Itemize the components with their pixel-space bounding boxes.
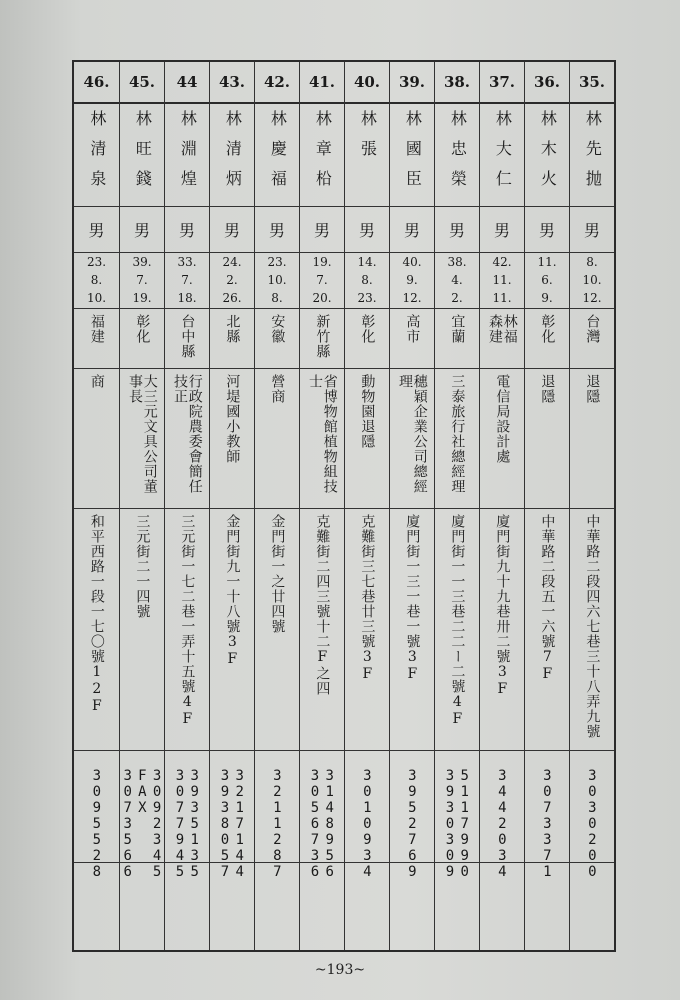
sex-cell bbox=[210, 206, 254, 252]
sex: 男 bbox=[223, 220, 240, 240]
sex: 男 bbox=[448, 220, 465, 240]
sex-cell bbox=[165, 206, 209, 252]
sex-cell bbox=[255, 206, 299, 252]
phone-cell bbox=[210, 768, 254, 880]
phone-cell bbox=[390, 768, 434, 880]
name-cell bbox=[390, 110, 434, 202]
page-number: ~193~ bbox=[314, 962, 366, 978]
birth-year: 23. bbox=[267, 255, 287, 269]
birth-year: 33. bbox=[177, 255, 197, 269]
phone-cell bbox=[74, 768, 119, 880]
birth-year: 23. bbox=[86, 255, 107, 269]
birth-day: 11. bbox=[492, 291, 512, 305]
name-cell bbox=[525, 110, 569, 202]
title-cell bbox=[390, 374, 434, 506]
entry-number: 45. bbox=[128, 73, 156, 91]
sex: 男 bbox=[358, 220, 375, 240]
address: 金門街九一十八號3F bbox=[224, 514, 241, 668]
occupation: 三泰旅行社總經理 bbox=[449, 374, 466, 494]
occupation: 大三元文具公司董事長 bbox=[127, 374, 158, 494]
occupation: 營商 bbox=[269, 374, 286, 404]
birth-year: 19. bbox=[312, 255, 332, 269]
phone-cell bbox=[570, 768, 614, 880]
birth-year: 11. bbox=[537, 255, 557, 269]
entry-number: 36. bbox=[533, 73, 561, 91]
name-cell bbox=[255, 110, 299, 202]
occupation: 省博物館植物組技士 bbox=[307, 374, 338, 494]
entry-number: 40. bbox=[353, 73, 381, 91]
person-name: 林旺錢 bbox=[133, 110, 153, 200]
table-column bbox=[254, 62, 299, 950]
name-cell bbox=[570, 110, 614, 202]
native-place: 林福 森建 bbox=[487, 314, 518, 344]
sex-cell bbox=[74, 206, 119, 252]
table-column bbox=[434, 62, 479, 950]
birth-month: 8. bbox=[361, 273, 373, 287]
phone: 3095528 bbox=[88, 768, 105, 880]
occupation: 退隱 bbox=[539, 374, 556, 404]
title-cell bbox=[345, 374, 389, 506]
title-cell bbox=[210, 374, 254, 506]
origin-cell bbox=[74, 314, 119, 366]
name-cell bbox=[210, 110, 254, 202]
table-column bbox=[209, 62, 254, 950]
address-cell bbox=[210, 514, 254, 748]
phone: 3935135 3077945 bbox=[172, 768, 203, 880]
person-name: 林淵煌 bbox=[178, 110, 198, 200]
birth-year: 39. bbox=[132, 255, 152, 269]
sex-cell bbox=[435, 206, 479, 252]
birth-day: 10. bbox=[86, 291, 107, 305]
birth-day: 12. bbox=[582, 291, 602, 305]
address-cell bbox=[120, 514, 164, 748]
birth-month: 8. bbox=[90, 273, 103, 287]
sex: 男 bbox=[313, 220, 330, 240]
entry-number: 42. bbox=[263, 73, 291, 91]
phone: 3217144 3938057 bbox=[217, 768, 248, 880]
native-place: 高市 bbox=[404, 314, 421, 344]
entry-number: 35. bbox=[578, 73, 606, 91]
title-cell bbox=[525, 374, 569, 506]
birth-month: 2. bbox=[226, 273, 238, 287]
address: 廈門街一一三巷二二ー二號4F bbox=[449, 514, 466, 728]
entry-number: 37. bbox=[488, 73, 516, 91]
name-cell bbox=[165, 110, 209, 202]
address: 廈門街一三一巷一號3F bbox=[404, 514, 421, 683]
birth-month: 10. bbox=[267, 273, 287, 287]
origin-cell bbox=[570, 314, 614, 366]
native-place: 新竹縣 bbox=[314, 314, 331, 359]
native-place: 北縣 bbox=[224, 314, 241, 344]
title-cell bbox=[480, 374, 524, 506]
birth-day: 19. bbox=[132, 291, 152, 305]
address-cell bbox=[74, 514, 119, 748]
birth-month: 4. bbox=[451, 273, 463, 287]
sex: 男 bbox=[403, 220, 420, 240]
origin-cell bbox=[120, 314, 164, 366]
sex-cell bbox=[300, 206, 344, 252]
phone: 3211287 bbox=[269, 768, 286, 880]
sex-cell bbox=[390, 206, 434, 252]
address: 三元街一七二巷一弄十五號4F bbox=[179, 514, 196, 728]
birth-date bbox=[435, 252, 479, 308]
occupation: 動物園退隱 bbox=[359, 374, 376, 449]
origin-cell bbox=[210, 314, 254, 366]
title-cell bbox=[435, 374, 479, 506]
name-cell bbox=[435, 110, 479, 202]
birth-day: 9. bbox=[541, 291, 553, 305]
address-cell bbox=[570, 514, 614, 748]
address-cell bbox=[480, 514, 524, 748]
birth-month: 9. bbox=[406, 273, 418, 287]
occupation: 行政院農委會簡任技正 bbox=[172, 374, 203, 494]
table-column bbox=[569, 62, 614, 950]
phone-cell bbox=[525, 768, 569, 880]
sex-cell bbox=[480, 206, 524, 252]
entry-number: 41. bbox=[308, 73, 336, 91]
birth-date bbox=[480, 252, 524, 308]
birth-year: 42. bbox=[492, 255, 512, 269]
phone: 3952769 bbox=[404, 768, 421, 880]
person-name: 林木火 bbox=[538, 110, 558, 200]
name-cell bbox=[480, 110, 524, 202]
person-name: 林慶福 bbox=[268, 110, 288, 200]
sex: 男 bbox=[268, 220, 285, 240]
birth-day: 20. bbox=[312, 291, 332, 305]
address-cell bbox=[435, 514, 479, 748]
birth-date bbox=[120, 252, 164, 308]
origin-cell bbox=[525, 314, 569, 366]
address-cell bbox=[300, 514, 344, 748]
phone-cell bbox=[119, 768, 166, 880]
native-place: 福建 bbox=[88, 314, 105, 344]
birth-date bbox=[74, 252, 119, 308]
sex: 男 bbox=[493, 220, 510, 240]
origin-cell bbox=[300, 314, 344, 366]
directory-table bbox=[72, 60, 616, 952]
entry-number: 38. bbox=[443, 73, 471, 91]
birth-date bbox=[210, 252, 254, 308]
address: 克難街二四三號十二F之四 bbox=[314, 514, 331, 696]
title-cell bbox=[74, 374, 119, 506]
phone-cell bbox=[345, 768, 389, 880]
birth-date bbox=[390, 252, 434, 308]
person-name: 林清泉 bbox=[87, 110, 107, 200]
phone: 3148956 3056736 bbox=[307, 768, 338, 880]
occupation: 穗穎企業公司總經理 bbox=[397, 374, 428, 494]
address-cell bbox=[165, 514, 209, 748]
origin-cell bbox=[255, 314, 299, 366]
table-column bbox=[479, 62, 524, 950]
native-place: 彰化 bbox=[359, 314, 376, 344]
phone: 3030200 bbox=[584, 768, 601, 880]
birth-month: 7. bbox=[136, 273, 148, 287]
address: 中華路二段五一六號7F bbox=[539, 514, 556, 683]
birth-day: 18. bbox=[177, 291, 197, 305]
native-place: 彰化 bbox=[539, 314, 556, 344]
person-name: 林先抛 bbox=[583, 110, 603, 200]
person-name: 林大仁 bbox=[493, 110, 513, 200]
sex-cell bbox=[120, 206, 164, 252]
table-column bbox=[119, 62, 164, 950]
table-column bbox=[344, 62, 389, 950]
address: 中華路二段四六七巷三十八弄九號 bbox=[584, 514, 601, 739]
title-cell bbox=[570, 374, 614, 506]
birth-day: 12. bbox=[402, 291, 422, 305]
birth-day: 23. bbox=[357, 291, 377, 305]
table-column bbox=[299, 62, 344, 950]
sex-cell bbox=[570, 206, 614, 252]
birth-month: 11. bbox=[492, 273, 512, 287]
name-cell bbox=[300, 110, 344, 202]
occupation: 商 bbox=[88, 374, 105, 389]
birth-year: 24. bbox=[222, 255, 242, 269]
native-place: 宜蘭 bbox=[449, 314, 466, 344]
birth-date bbox=[570, 252, 614, 308]
title-cell bbox=[300, 374, 344, 506]
sex: 男 bbox=[133, 220, 150, 240]
address-cell bbox=[525, 514, 569, 748]
birth-month: 6. bbox=[541, 273, 553, 287]
address-cell bbox=[345, 514, 389, 748]
native-place: 台灣 bbox=[584, 314, 601, 344]
native-place: 彰化 bbox=[134, 314, 151, 344]
address-cell bbox=[390, 514, 434, 748]
phone: 3073371 bbox=[539, 768, 556, 880]
sex-cell bbox=[345, 206, 389, 252]
native-place: 安徽 bbox=[269, 314, 286, 344]
origin-cell bbox=[435, 314, 479, 366]
birth-date bbox=[300, 252, 344, 308]
name-cell bbox=[74, 110, 119, 202]
title-cell bbox=[165, 374, 209, 506]
name-cell bbox=[120, 110, 164, 202]
birth-month: 10. bbox=[582, 273, 602, 287]
table-column bbox=[74, 62, 119, 950]
birth-day: 2. bbox=[451, 291, 463, 305]
address: 克難街三七巷廿三號3F bbox=[359, 514, 376, 683]
person-name: 林忠榮 bbox=[448, 110, 468, 200]
phone: 3092345 FAX 3073566 bbox=[119, 768, 166, 880]
phone-cell bbox=[435, 768, 479, 880]
sex: 男 bbox=[178, 220, 195, 240]
table-column bbox=[164, 62, 209, 950]
address: 廈門街九十九巷卅二號3F bbox=[494, 514, 511, 698]
origin-cell bbox=[165, 314, 209, 366]
address: 三元街二一四號 bbox=[134, 514, 151, 619]
entry-number: 44 bbox=[176, 73, 198, 91]
address-cell bbox=[255, 514, 299, 748]
birth-month: 7. bbox=[316, 273, 328, 287]
person-name: 林章柗 bbox=[313, 110, 333, 200]
occupation: 河堤國小教師 bbox=[224, 374, 241, 464]
phone: 5117990 3930309 bbox=[442, 768, 473, 880]
phone-cell bbox=[255, 768, 299, 880]
origin-cell bbox=[480, 314, 524, 366]
phone-cell bbox=[480, 768, 524, 880]
birth-year: 40. bbox=[402, 255, 422, 269]
phone: 3010934 bbox=[359, 768, 376, 880]
origin-cell bbox=[345, 314, 389, 366]
entry-number: 46. bbox=[83, 73, 110, 91]
occupation: 電信局設計處 bbox=[494, 374, 511, 464]
origin-cell bbox=[390, 314, 434, 366]
birth-day: 26. bbox=[222, 291, 242, 305]
sex: 男 bbox=[88, 220, 105, 240]
entry-number: 43. bbox=[218, 73, 246, 91]
table-column bbox=[524, 62, 569, 950]
phone: 3442034 bbox=[494, 768, 511, 880]
birth-date bbox=[165, 252, 209, 308]
person-name: 林清炳 bbox=[223, 110, 243, 200]
table-column bbox=[389, 62, 434, 950]
sex-cell bbox=[525, 206, 569, 252]
phone-cell bbox=[300, 768, 344, 880]
title-cell bbox=[255, 374, 299, 506]
occupation: 退隱 bbox=[584, 374, 601, 404]
birth-year: 14. bbox=[357, 255, 377, 269]
person-name: 林張 bbox=[358, 110, 378, 170]
title-cell bbox=[120, 374, 164, 506]
entry-number: 39. bbox=[398, 73, 426, 91]
person-name: 林國臣 bbox=[403, 110, 423, 200]
phone-cell bbox=[165, 768, 209, 880]
birth-date bbox=[345, 252, 389, 308]
birth-month: 7. bbox=[181, 273, 193, 287]
birth-year: 38. bbox=[447, 255, 467, 269]
address: 和平西路一段一七〇號12F bbox=[88, 514, 105, 715]
birth-year: 8. bbox=[586, 255, 598, 269]
birth-date bbox=[525, 252, 569, 308]
name-cell bbox=[345, 110, 389, 202]
birth-day: 8. bbox=[271, 291, 283, 305]
address: 金門街一之廿四號 bbox=[269, 514, 286, 634]
sex: 男 bbox=[538, 220, 555, 240]
birth-date bbox=[255, 252, 299, 308]
sex: 男 bbox=[583, 220, 600, 240]
native-place: 台中縣 bbox=[179, 314, 196, 359]
